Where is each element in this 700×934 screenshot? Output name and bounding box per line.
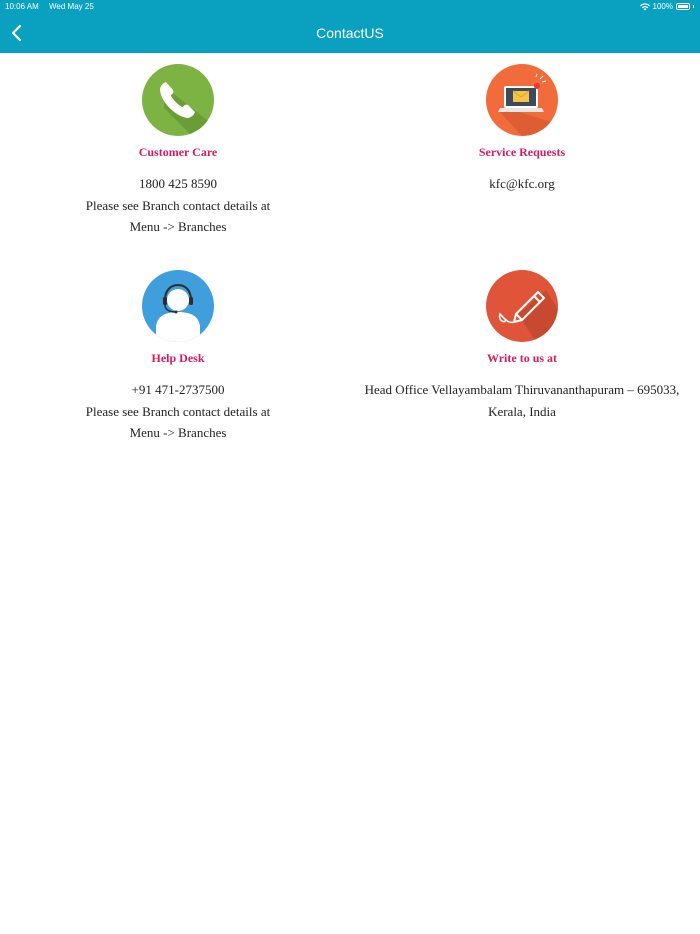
service-requests-email[interactable]: kfc@kfc.org [489, 176, 555, 191]
service-requests-title: Service Requests [478, 145, 566, 159]
customer-care-phone[interactable]: 1800 425 8590 [139, 176, 217, 191]
help-desk-menu-path: Menu -> Branches [129, 425, 227, 440]
status-time: 10:06 AM [5, 2, 39, 11]
write-to-us-title: Write to us at [486, 351, 558, 365]
help-desk-title: Help Desk [151, 351, 205, 365]
phone-icon[interactable] [142, 64, 214, 136]
customer-care-menu-path: Menu -> Branches [129, 219, 227, 234]
help-desk-card [28, 270, 328, 444]
customer-care-note: Please see Branch contact details at [85, 197, 271, 213]
status-bar [0, 0, 700, 14]
battery-percent: 100% [652, 2, 673, 11]
help-desk-phone[interactable]: +91 471-2737500 [131, 382, 225, 397]
help-desk-note: Please see Branch contact details at [85, 403, 271, 419]
write-to-us-address: Head Office Vellayambalam Thiruvananthapuram – 695033, [364, 382, 680, 397]
nav-bar [0, 14, 700, 53]
battery-icon [676, 3, 690, 10]
headset-agent-icon[interactable] [142, 270, 214, 342]
customer-care-card [28, 64, 328, 238]
page-title: ContactUS [316, 25, 384, 41]
write-to-us-card [352, 270, 692, 422]
wifi-icon [640, 3, 650, 11]
status-date: Wed May 25 [49, 2, 94, 11]
email-laptop-icon[interactable] [486, 64, 558, 136]
customer-care-title: Customer Care [138, 145, 218, 159]
write-to-us-region: Kerala, India [488, 403, 556, 419]
pen-icon[interactable] [486, 270, 558, 342]
battery-tip [693, 5, 694, 8]
service-requests-card [372, 64, 672, 195]
status-right [640, 2, 694, 11]
